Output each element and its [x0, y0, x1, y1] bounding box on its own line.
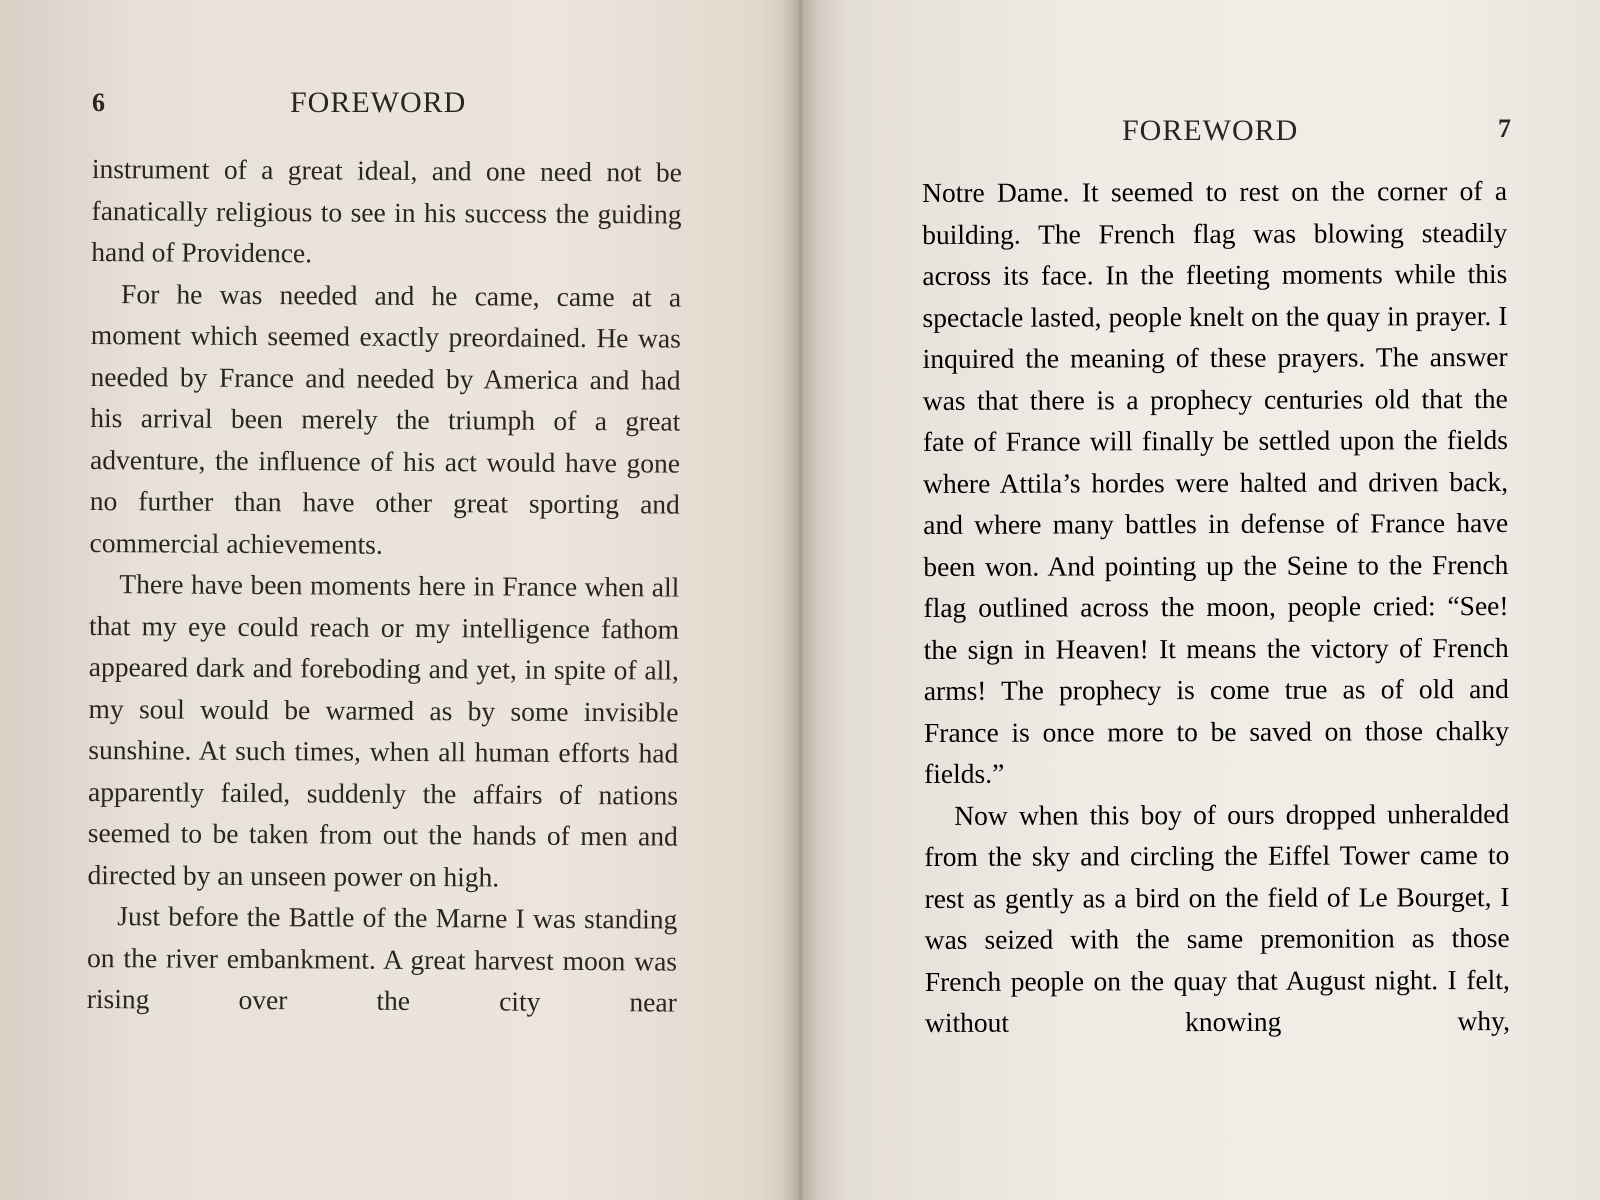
left-paragraph-4: Just before the Battle of the Marne I was standing on the river embankment. A great harvest moon was rising over the city near: [86, 900, 678, 1018]
left-page-number: 6: [92, 88, 105, 117]
right-page-number: 7: [1498, 114, 1511, 143]
left-paragraph-3: There have been moments here in France when all that my eye could reach or my intelligence fathom appeared dark and foreboding and yet, in spite of all, my soul would be warmed as by some invisible sunshine. At such times, when all human efforts had apparently failed, suddenly the affairs of nations seemed to be taken from out the hands of men and directed by an unseen power on high.: [87, 568, 680, 893]
left-page-body: [87, 148, 682, 1023]
right-paragraph-1: Notre Dame. It seemed to rest on the corner of a building. The French flag was blowing steadily across its face. In the fleeting moments while this spectacle lasted, people knelt on the quay in prayer. I inquired the meaning of these prayers. The answer was that there is a prophecy centuries old that the fate of France will finally be settled upon the fields where Attila’s hordes were halted and driven back, and where many battles in defense of France have been won. And pointing up the Seine to the French flag outlined across the moon, people cried: “See! the sign in Heaven! It means the victory of French arms! The prophecy is come true as of old and France is once more to be saved on those chalky fields.”: [922, 174, 1510, 789]
right-page-body: [922, 170, 1510, 1044]
right-running-head: FOREWORD: [1122, 114, 1299, 147]
right-paragraph-2: Now when this boy of ours dropped unheralded from the sky and circling the Eiffel Tower came to rest as gently as a bird on the field of Le Bourget, I was seized with the same premonition as those French people on the quay that August night. I felt, without knowing why,: [924, 797, 1511, 1038]
left-running-head: FOREWORD: [290, 86, 467, 119]
left-paragraph-1: instrument of a great ideal, and one need not be fanatically religious to see in his success the guiding hand of Providence.: [91, 152, 682, 269]
left-paragraph-2: For he was needed and he came, came at a moment which seemed exactly preordained. He was needed by France and needed by America and had his arrival been merely the triumph of a great adventure, the influence of his act would have gone no further than have other great sporting and commercial achievements.: [89, 277, 682, 560]
